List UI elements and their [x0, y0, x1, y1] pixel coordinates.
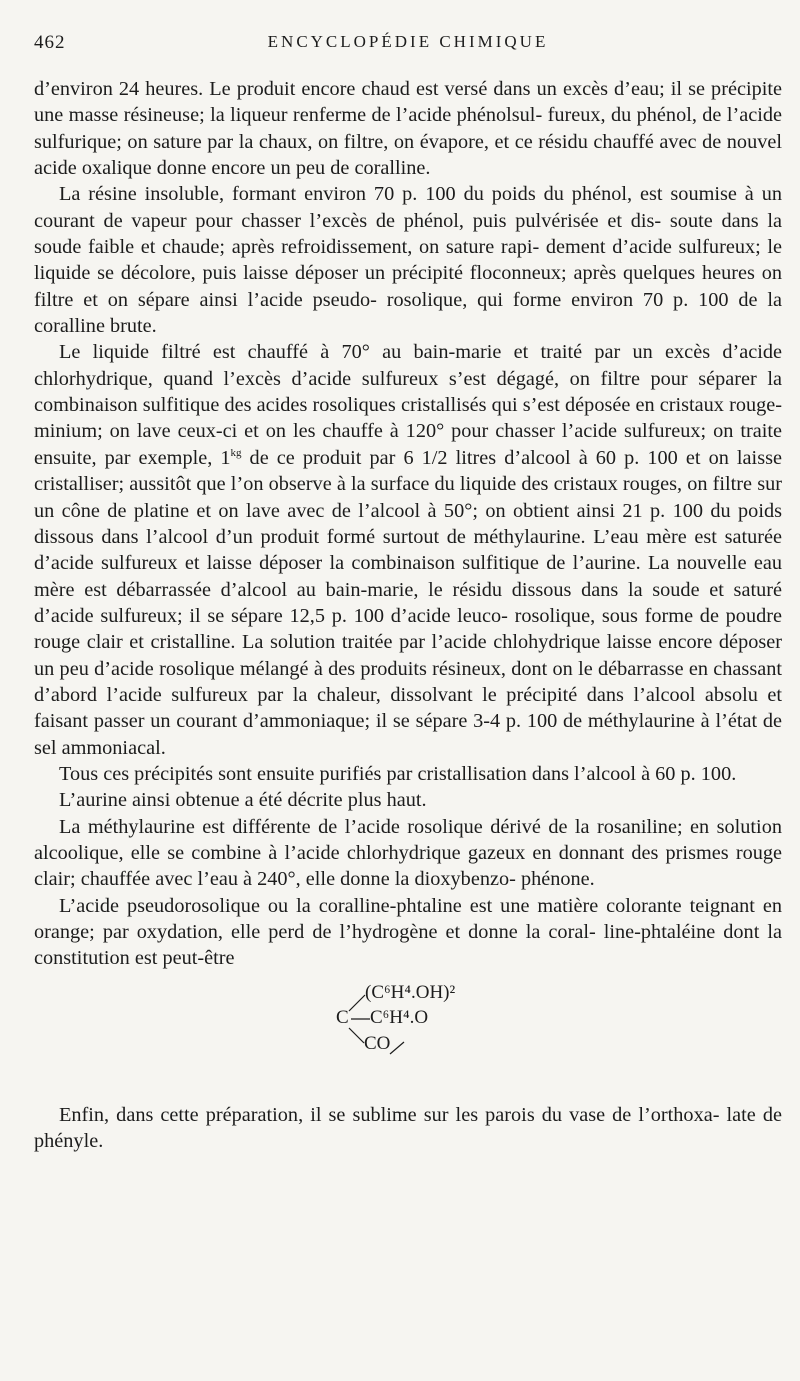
formula-line-3: CO: [364, 1032, 391, 1054]
body-text: [34, 76, 782, 972]
text-line: des prismes rouge clair; chauffée avec l’eau à 240°, elle donne la dioxybenzo-: [34, 841, 782, 891]
text-line: nouvelle eau mère est débarrassée d’alcool au bain-marie, le résidu dissous: [34, 552, 782, 601]
text-line: peu de coralline.: [295, 157, 431, 180]
running-head: ENCYCLOPÉDIE CHIMIQUE: [267, 32, 549, 51]
text-line: soute dans la soude faible et chaude; après refroidissement, on sature rapi-: [34, 209, 783, 259]
text-line: chlorhydrique, quand l’excès d’acide sulfureux s’est dégagé, on filtre pour: [34, 367, 688, 390]
text-line: l’état de sel ammoniacal.: [34, 710, 783, 759]
text-line: à la surface du liquide des cristaux rouges, on filtre sur un cône de platine et: [34, 473, 782, 522]
paragraph: [34, 339, 782, 761]
text-line: par l’acide chlohydrique laisse encore déposer un peu d’acide rosolique mélangé: [34, 631, 782, 680]
paragraph: [34, 814, 782, 893]
text-line: séparer la combinaison sulfitique des acides rosoliques cristallisés qui s’est: [34, 367, 782, 417]
formula-bonds: [34, 972, 782, 1102]
text-line: chasser l’acide sulfureux; on traite ensuite, par exemple, $1^{kg}$ de ce produit par: [34, 420, 782, 469]
paragraph: [34, 761, 782, 787]
text-line: floconneux; après quelques heures on filtre et on sépare ainsi l’acide pseudo-: [34, 262, 782, 311]
page-header: [34, 26, 782, 54]
paragraph: [34, 893, 782, 972]
text-line: fureux, du phénol, de l’acide sulfurique; on sature par la chaux, on filtre, on: [34, 104, 782, 153]
text-line: sulfureux par la chaleur, dissolvant le précipité dans l’alcool absolu et faisant: [34, 683, 783, 733]
chemical-formula: [34, 972, 782, 1102]
closing-paragraph: [34, 1102, 782, 1155]
text-line: L’aurine ainsi obtenue a été décrite plus haut.: [59, 789, 427, 812]
text-line: déposée en cristaux rouge-minium; on lave ceux-ci et on les chauffe à 120° pour: [34, 394, 782, 443]
paragraph: [34, 76, 782, 181]
text-line: phénone.: [520, 868, 595, 891]
text-line: rosolique, qui forme environ 70 p. 100 de la coralline brute.: [34, 288, 782, 338]
text-line: d’environ 24 heures. Le produit encore chaud est versé dans un excès d’eau;: [34, 78, 665, 100]
bond-upper: [349, 995, 365, 1011]
text-line: passer un courant d’ammoniaque; il se sépare 3-4 p. 100 de méthylaurine à: [93, 710, 710, 733]
text-line: L’acide pseudorosolique ou la coralline-phtaline est une matière colorante: [59, 894, 682, 917]
bond-lower: [349, 1028, 364, 1043]
text-line: teignant en orange; par oxydation, elle perd de l’hydrogène et donne la coral-: [34, 894, 783, 943]
text-line: Le liquide filtré est chauffé à 70° au bain-marie et traité par un excès d’acide: [59, 341, 782, 364]
text-line: La résine insoluble, formant environ 70 p. 100 du poids du phénol, est soumise à: [59, 183, 754, 206]
text-line: rosolique, sous forme de poudre rouge clair et cristalline. La solution traitée: [34, 604, 782, 654]
text-line: Tous ces précipités sont ensuite purifiés par cristallisation dans l’alcool à: [59, 762, 651, 785]
formula-carbon: C: [336, 1006, 349, 1028]
text-line: late de phényle.: [34, 1103, 782, 1153]
paragraph: [34, 787, 782, 813]
formula-line-1: (C⁶H⁴.OH)²: [365, 981, 456, 1003]
text-line: à des produits résineux, dont on le débarrasse en chassant d’abord l’acide: [34, 657, 782, 706]
text-line: 6 1/2 litres d’alcool à 60 p. 100 et on laisse cristalliser; aussitôt que l’on observe: [34, 446, 782, 496]
text-line: 60 p. 100.: [655, 762, 737, 785]
paragraph: [34, 1102, 782, 1155]
text-line: un courant de vapeur pour chasser l’excès de phénol, puis pulvérisée et dis-: [34, 183, 783, 232]
text-line: dement d’acide sulfureux; le liquide se décolore, puis laisse déposer un précipité: [34, 236, 783, 285]
text-line: line-phtaléine dont la constitution est peut-être: [34, 921, 782, 970]
text-line: La méthylaurine est différente de l’acide rosolique dérivé de la rosaniline; en: [59, 815, 710, 838]
page: [34, 26, 782, 1154]
text-line: Enfin, dans cette préparation, il se sublime sur les parois du vase de l’orthoxa-: [59, 1103, 720, 1126]
text-line: d’acide sulfureux et laisse déposer la combinaison sulfitique de l’aurine. La: [34, 552, 670, 575]
text-line: il se précipite une masse résineuse; la liqueur renferme de l’acide phénolsul-: [34, 78, 782, 127]
text-line: l’alcool d’un produit formé surtout de méthylaurine. L’eau mère est saturée: [146, 525, 782, 548]
formula-line-2: C⁶H⁴.O: [370, 1006, 429, 1028]
text-line: dans la soude et saturé d’acide sulfureux; il se sépare 12,5 p. 100 d’acide leuco-: [34, 578, 782, 627]
text-line: évapore, et ce résidu chauffé avec de nouvel acide oxalique donne encore un: [34, 130, 782, 180]
paragraph: [34, 181, 782, 339]
page-number: 462: [34, 32, 66, 53]
bond-ring: [390, 1042, 404, 1054]
text-line: solution alcoolique, elle se combine à l’acide chlorhydrique gazeux en donnant: [34, 815, 782, 864]
text-line: on lave avec de l’alcool à 50°; on obtient ainsi 21 p. 100 du poids dissous dans: [34, 499, 782, 548]
